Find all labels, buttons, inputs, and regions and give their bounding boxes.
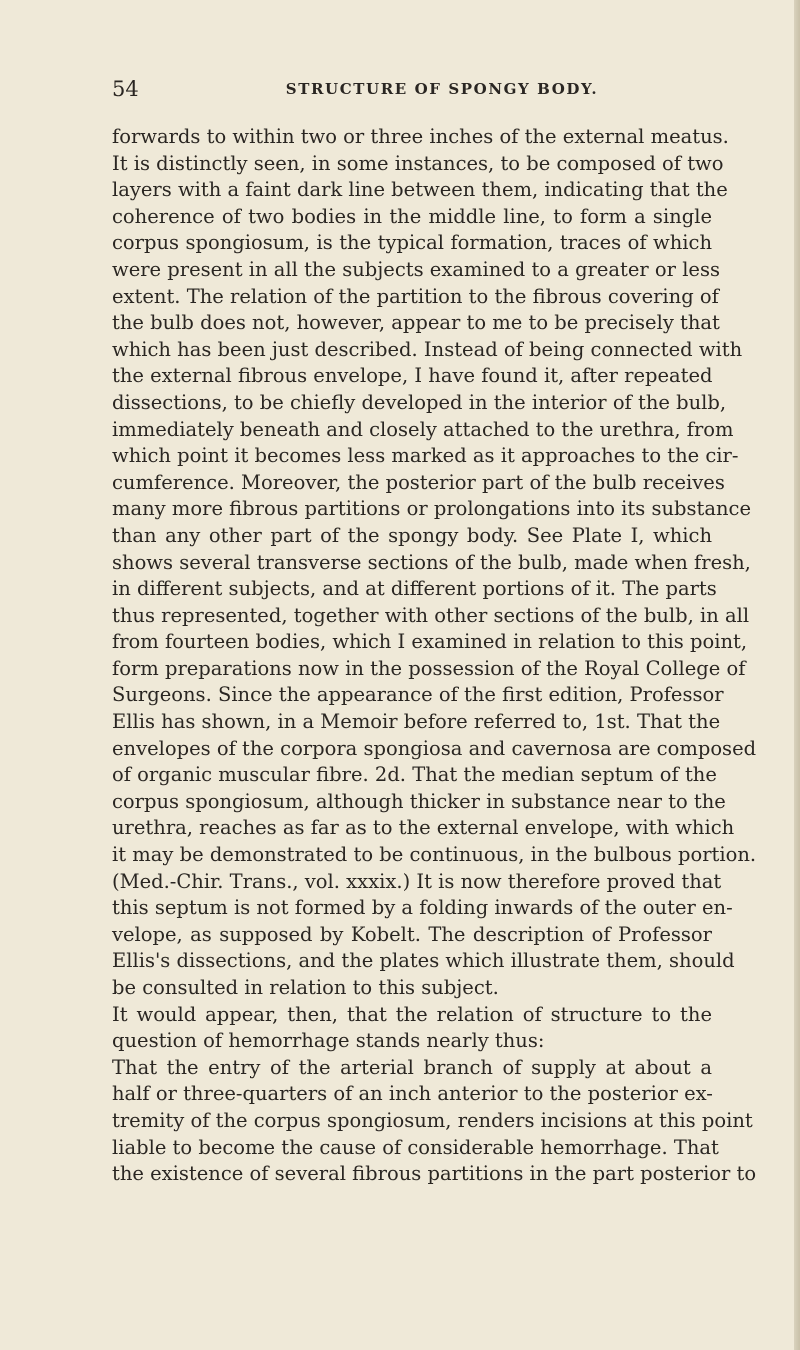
text-line: from fourteen bodies, which I examined in relation to this point, bbox=[112, 630, 748, 654]
text-line: half or three-quarters of an inch anterior to the posterior ex- bbox=[112, 1082, 713, 1106]
text-line: Ellis's dissections, and the plates which illustrate them, should bbox=[112, 949, 735, 973]
text-line: be consulted in relation to this subject. bbox=[112, 976, 499, 999]
text-line: It is distinctly seen, in some instances, to be composed of two bbox=[112, 151, 724, 175]
text-line: the bulb does not, however, appear to me to be precisely that bbox=[112, 311, 720, 335]
text-line: It would appear, then, that the relation of structure to the bbox=[112, 1002, 712, 1026]
text-line: which point it becomes less marked as it approaches to the cir- bbox=[112, 444, 739, 468]
text-line: dissections, to be chiefly developed in the interior of the bulb, bbox=[112, 390, 727, 414]
text-line: corpus spongiosum, although thicker in substance near to the bbox=[112, 789, 726, 813]
text-line: extent. The relation of the partition to the fibrous covering of bbox=[112, 284, 719, 308]
text-line: envelopes of the corpora spongiosa and cavernosa are composed bbox=[112, 736, 757, 760]
running-head: STRUCTURE OF SPONGY BODY. bbox=[285, 80, 599, 98]
text-line: the external fibrous envelope, I have found it, after repeated bbox=[112, 364, 713, 388]
text-line: immediately beneath and closely attached to the urethra, from bbox=[112, 417, 734, 441]
text-line: question of hemorrhage stands nearly thus: bbox=[112, 1029, 545, 1053]
text-line: That the entry of the arterial branch of supply at about a bbox=[112, 1055, 712, 1079]
text-line: coherence of two bodies in the middle line, to form a single bbox=[112, 204, 712, 228]
text-line: of organic muscular fibre. 2d. That the median septum of the bbox=[112, 763, 717, 787]
text-line: urethra, reaches as far as to the external envelope, with which bbox=[112, 816, 735, 840]
text-line: forwards to within two or three inches of the external meatus. bbox=[112, 125, 729, 148]
text-line: it may be demonstrated to be continuous, in the bulbous portion. bbox=[112, 843, 757, 867]
text-line: corpus spongiosum, is the typical formation, traces of which bbox=[112, 231, 712, 255]
text-line: many more fibrous partitions or prolongations into its substance bbox=[112, 497, 751, 521]
text-line: which has been just described. Instead of being connected with bbox=[112, 337, 743, 361]
text-line: than any other part of the spongy body. See Plate I, which bbox=[112, 523, 712, 547]
text-line: liable to become the cause of considerable hemorrhage. That bbox=[112, 1135, 719, 1159]
text-line: cumference. Moreover, the posterior part of the bulb receives bbox=[112, 470, 725, 494]
body-text bbox=[112, 124, 757, 1188]
page-edge bbox=[794, 0, 800, 1350]
text-line: form preparations now in the possession of the Royal College of bbox=[112, 656, 746, 680]
text-line: tremity of the corpus spongiosum, renders incisions at this point bbox=[112, 1108, 753, 1132]
page-number: 54 bbox=[112, 77, 139, 101]
text-line: layers with a faint dark line between them, indicating that the bbox=[112, 178, 728, 202]
text-line: Surgeons. Since the appearance of the first edition, Professor bbox=[112, 683, 724, 707]
text-line: the existence of several fibrous partitions in the part posterior to bbox=[112, 1162, 757, 1186]
text-line: shows several transverse sections of the bulb, made when fresh, bbox=[112, 550, 751, 574]
page-header bbox=[112, 74, 712, 104]
text-line: in different subjects, and at different portions of it. The parts bbox=[112, 577, 717, 601]
text-line: this septum is not formed by a folding inwards of the outer en- bbox=[112, 896, 733, 920]
text-line: velope, as supposed by Kobelt. The description of Professor bbox=[112, 922, 712, 946]
text-line: (Med.-Chir. Trans., vol. xxxix.) It is now therefore proved that bbox=[112, 869, 722, 893]
text-line: thus represented, together with other sections of the bulb, in all bbox=[112, 603, 750, 627]
text-line: were present in all the subjects examined to a greater or less bbox=[112, 257, 720, 281]
text-line: Ellis has shown, in a Memoir before referred to, 1st. That the bbox=[112, 710, 721, 734]
